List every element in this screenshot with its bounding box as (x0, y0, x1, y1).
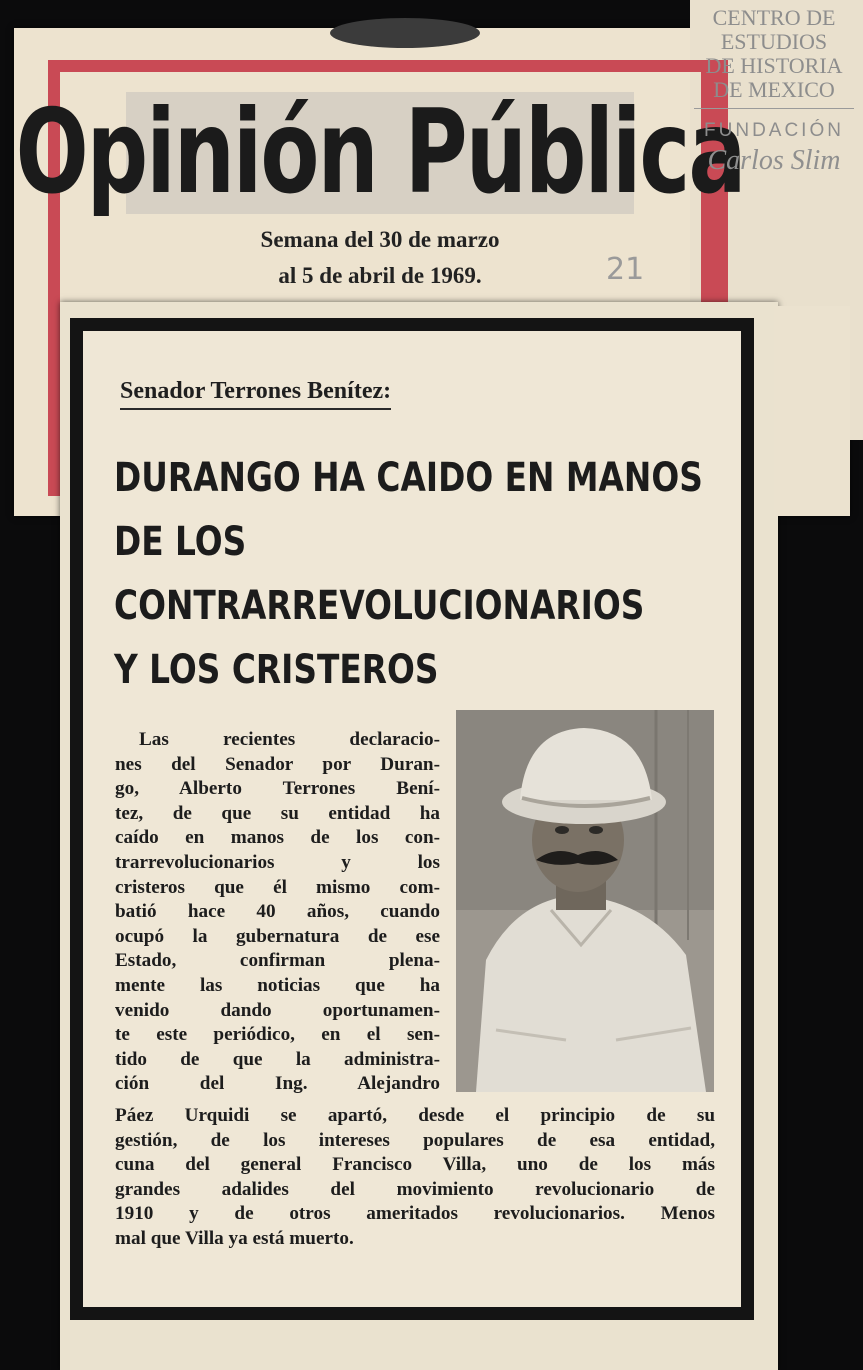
archive-line-2: ESTUDIOS (720, 29, 828, 54)
pencil-note: 21 (606, 252, 645, 287)
body-line: 1910 y de otros ameritados revolucionarios. Menos (115, 1203, 715, 1225)
archive-foundation: FUNDACIÓN (694, 108, 854, 143)
body-line: go, Alberto Terrones Bení- (115, 778, 440, 800)
body-line: gestión, de los intereses populares de esa entidad, (115, 1129, 715, 1151)
body-line: te este periódico, en el sen- (115, 1024, 440, 1046)
body-line: ocupó la gubernatura de ese (115, 925, 440, 947)
article-body-full-width (115, 1104, 715, 1252)
masthead-emblem-fragment (330, 18, 480, 48)
body-line: nes del Senador por Duran- (115, 753, 440, 775)
body-line: mal que Villa ya está muerto. (115, 1227, 354, 1249)
archive-signature: Carlos Slim (707, 145, 841, 176)
body-line: caído en manos de los con- (115, 827, 440, 849)
portrait-photo (456, 710, 714, 1092)
body-line: tido de que la administra- (115, 1048, 440, 1070)
headline-line: DE LOS (114, 519, 247, 565)
archive-line-3: DE HISTORIA (705, 53, 843, 78)
headline-line: CONTRARREVOLUCIONARIOS (114, 583, 645, 629)
body-line: venido dando oportunamen- (115, 999, 440, 1021)
body-line: trarrevolucionarios y los (115, 851, 440, 873)
clipping-torn-edge (774, 306, 850, 516)
newspaper-masthead (15, 85, 745, 221)
dateline-line-1: Semana del 30 de marzo (260, 227, 500, 252)
headline-line: Y LOS CRISTEROS (114, 647, 439, 693)
article-kicker: Senador Terrones Benítez: (120, 378, 391, 410)
article-body-column (115, 728, 440, 1097)
archive-line-4: DE MEXICO (713, 77, 835, 102)
body-line: grandes adalides del movimiento revolucionario de (115, 1178, 715, 1200)
body-line: Estado, confirman plena- (115, 950, 440, 972)
body-line: cuna del general Francisco Villa, uno de los más (115, 1154, 715, 1176)
body-line: batió hace 40 años, cuando (115, 901, 440, 923)
body-line: mente las noticias que ha (115, 974, 440, 996)
body-line: ción del Ing. Alejandro (115, 1073, 440, 1095)
archive-line-1: CENTRO DE (712, 5, 836, 30)
body-line: cristeros que él mismo com- (115, 876, 440, 898)
body-line: tez, de que su entidad ha (115, 802, 440, 824)
dateline-line-2: al 5 de abril de 1969. (278, 263, 482, 288)
newspaper-title: Opinión Pública (15, 85, 745, 221)
issue-dateline (160, 222, 600, 294)
archive-watermark (694, 5, 854, 176)
article-headline (114, 446, 734, 702)
headline-line: DURANGO HA CAIDO EN MANOS (114, 455, 703, 501)
body-line: Páez Urquidi se apartó, desde el principio de su (115, 1105, 715, 1126)
body-line: Las recientes declaracio- (139, 729, 440, 750)
